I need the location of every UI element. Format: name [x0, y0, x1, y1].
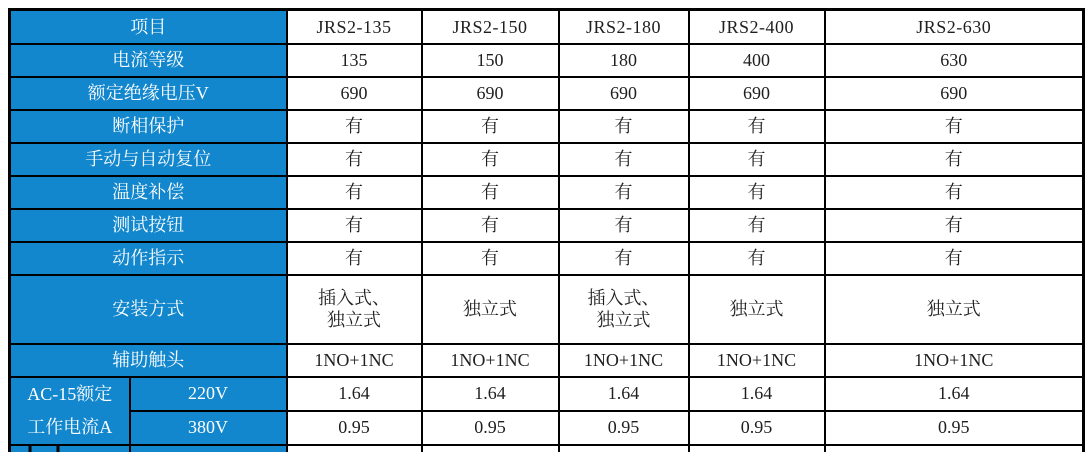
cropped-cell: [287, 445, 422, 452]
table-row-insulation-voltage: [10, 77, 1084, 110]
cell-value: [825, 275, 1084, 344]
cell-value: 0.95: [559, 411, 689, 445]
cell-value: 0.95: [287, 411, 422, 445]
cell-value: 690: [689, 77, 825, 110]
cell-value: 135: [287, 44, 422, 77]
cell-value: 690: [559, 77, 689, 110]
cell-line: 独立式: [327, 310, 381, 330]
cell-value: 690: [825, 77, 1084, 110]
cropped-cell: [422, 445, 559, 452]
cell-value: [287, 275, 422, 344]
sub-row-label: 220V: [130, 377, 287, 411]
cell-line: 插入式、: [587, 287, 660, 308]
cell-value: 1NO+1NC: [689, 344, 825, 377]
cell-value: 有: [287, 143, 422, 176]
cell-value: 有: [825, 209, 1084, 242]
row-label: 电流等级: [10, 44, 287, 77]
cell-value: 有: [559, 143, 689, 176]
table-row-mounting-type: [10, 275, 1084, 344]
cropped-cell: [10, 445, 130, 452]
cell-value: 有: [689, 176, 825, 209]
row-label: 额定绝缘电压V: [10, 77, 287, 110]
cell-value: 630: [825, 44, 1084, 77]
column-header: JRS2-180: [559, 10, 689, 44]
corner-label: 项目: [10, 10, 287, 44]
cell-value: 有: [422, 209, 559, 242]
table-row-test-button: [10, 209, 1084, 242]
cropped-cell: [825, 445, 1084, 452]
table-row-manual-auto-reset: [10, 143, 1084, 176]
cell-line: 独立式: [463, 298, 517, 319]
cropped-cell: [130, 445, 287, 452]
table-row-action-indicator: [10, 242, 1084, 275]
table-row-phase-failure: [10, 110, 1084, 143]
table-row-ac15-220v: [10, 377, 1084, 411]
cell-value: 有: [825, 242, 1084, 275]
row-label: 动作指示: [10, 242, 287, 275]
column-header: JRS2-135: [287, 10, 422, 44]
cell-value: 有: [287, 110, 422, 143]
cell-value: [689, 275, 825, 344]
cell-value: 0.95: [689, 411, 825, 445]
cell-value: 150: [422, 44, 559, 77]
cell-value: 有: [287, 209, 422, 242]
cropped-next-row: [10, 445, 1084, 452]
cell-value: 有: [689, 143, 825, 176]
table-row-auxiliary-contact: [10, 344, 1084, 377]
cell-value: 有: [422, 176, 559, 209]
cell-line: 插入式、: [318, 287, 390, 308]
cell-value: [559, 275, 689, 344]
cell-value: 1.64: [559, 377, 689, 411]
cell-value: 有: [287, 242, 422, 275]
cell-value: 1NO+1NC: [559, 344, 689, 377]
row-label: 安装方式: [10, 275, 287, 344]
cell-value: 1.64: [825, 377, 1084, 411]
cell-value: 有: [287, 176, 422, 209]
cell-value: 1NO+1NC: [287, 344, 422, 377]
table-row-temp-compensation: [10, 176, 1084, 209]
row-label: 辅助触头: [10, 344, 287, 377]
cropped-cell: [689, 445, 825, 452]
column-header: JRS2-630: [825, 10, 1084, 44]
cell-line: 独立式: [729, 298, 784, 319]
cell-value: 有: [422, 110, 559, 143]
cell-value: [422, 275, 559, 344]
row-label: 断相保护: [10, 110, 287, 143]
cell-value: 有: [689, 209, 825, 242]
cell-value: 有: [422, 242, 559, 275]
cell-value: 0.95: [422, 411, 559, 445]
column-header: JRS2-150: [422, 10, 559, 44]
group-label-line: AC-15额定: [27, 383, 113, 404]
cell-value: 有: [825, 110, 1084, 143]
cell-value: 有: [825, 176, 1084, 209]
cell-value: 1.64: [422, 377, 559, 411]
cell-value: 有: [689, 110, 825, 143]
row-label: 温度补偿: [10, 176, 287, 209]
cell-value: 400: [689, 44, 825, 77]
cell-value: 1.64: [689, 377, 825, 411]
cell-line: 独立式: [596, 310, 651, 330]
cell-value: 有: [559, 110, 689, 143]
group-row-label: [10, 377, 130, 445]
table-row-ac15-380v: [10, 411, 1084, 445]
header-row: [10, 10, 1084, 44]
cell-value: 1NO+1NC: [422, 344, 559, 377]
row-label: 手动与自动复位: [10, 143, 287, 176]
column-header: JRS2-400: [689, 10, 825, 44]
cell-value: 有: [559, 242, 689, 275]
cell-line: 独立式: [926, 298, 981, 319]
cell-value: 1.64: [287, 377, 422, 411]
cell-value: 有: [422, 143, 559, 176]
cell-value: 690: [287, 77, 422, 110]
cell-value: 有: [559, 176, 689, 209]
spec-table: [8, 8, 1085, 452]
cell-value: 有: [689, 242, 825, 275]
group-label-line: 工作电流A: [27, 416, 113, 437]
cell-value: 有: [559, 209, 689, 242]
sub-row-label: 380V: [130, 411, 287, 445]
cell-value: 1NO+1NC: [825, 344, 1084, 377]
cropped-cell: [559, 445, 689, 452]
cell-value: 180: [559, 44, 689, 77]
row-label: 测试按钮: [10, 209, 287, 242]
table-row-current-rating: [10, 44, 1084, 77]
cell-value: 690: [422, 77, 559, 110]
cell-value: 0.95: [825, 411, 1084, 445]
cell-value: 有: [825, 143, 1084, 176]
